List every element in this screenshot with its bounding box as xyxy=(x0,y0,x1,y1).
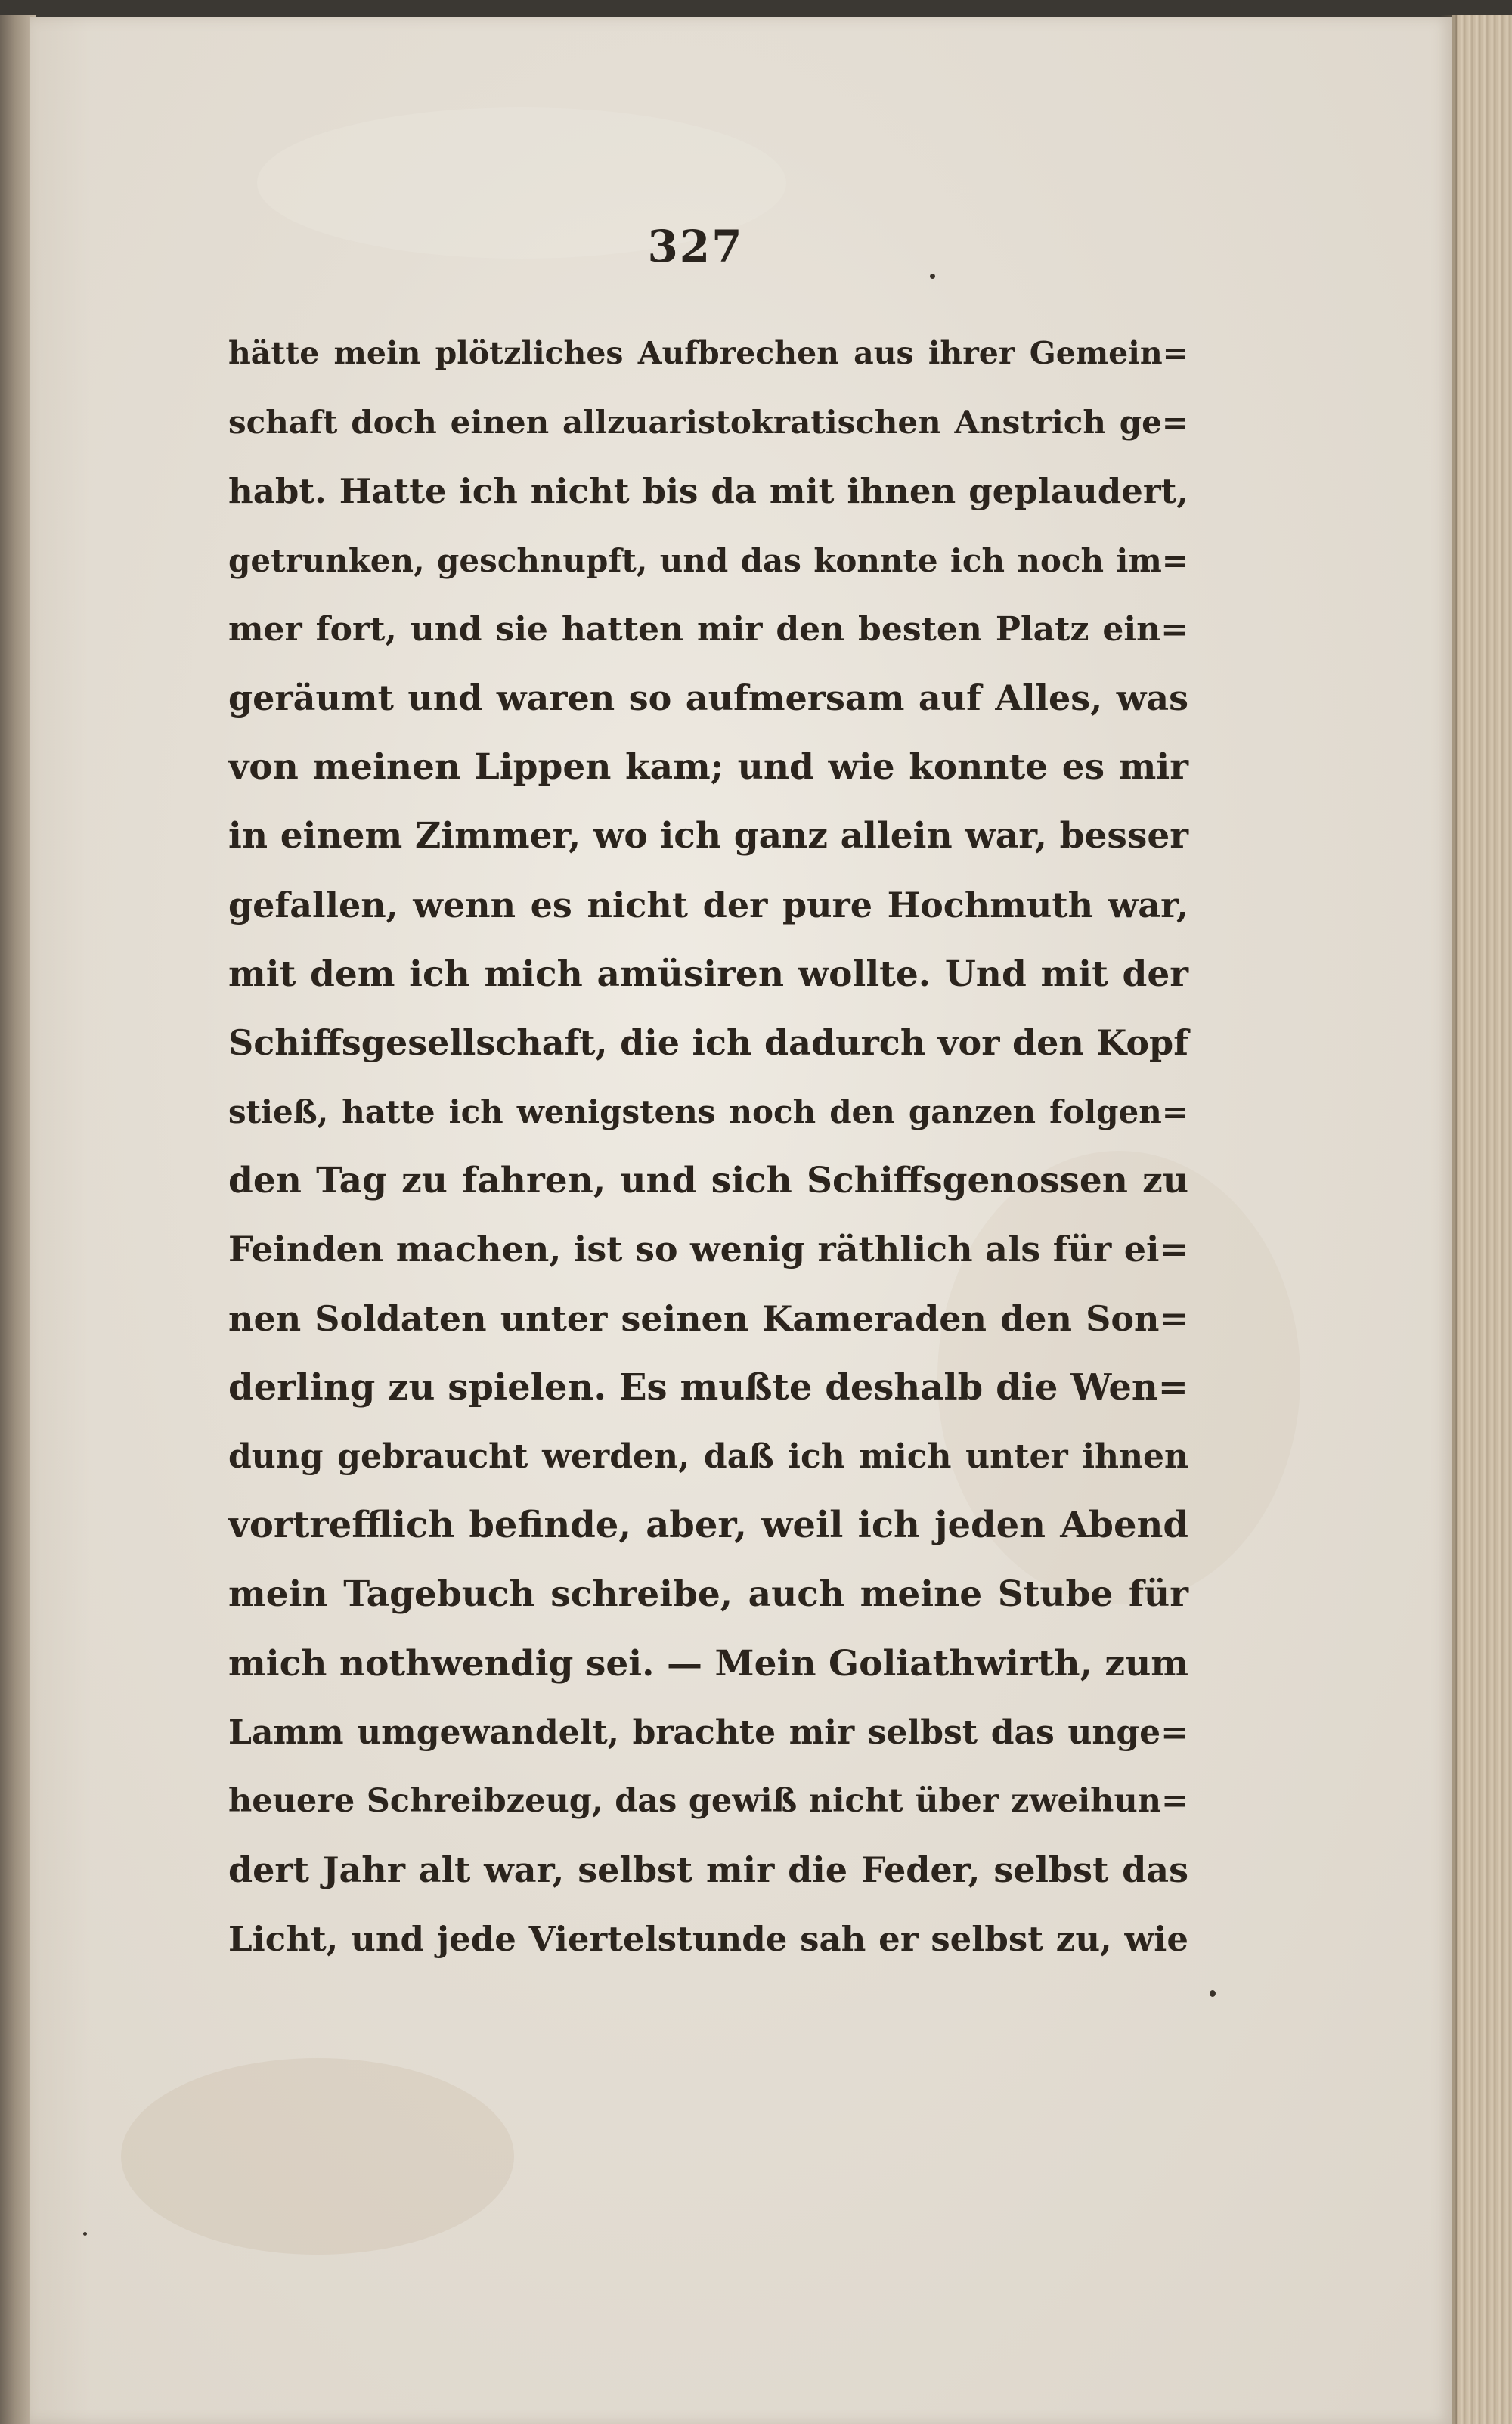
ink-speck xyxy=(1210,1990,1216,1997)
text-line: mich nothwendig sei. — Mein Goliathwirth, zum xyxy=(228,1642,1188,1685)
page-edges xyxy=(1452,15,1512,2424)
text-line: habt. Hatte ich nicht bis da mit ihnen geplaudert, xyxy=(228,471,1188,512)
paper-stain xyxy=(121,2058,514,2255)
text-line: Schiffsgesellschaft, die ich dadurch vor den Kopf xyxy=(228,1021,1188,1063)
text-line: gefallen, wenn es nicht der pure Hochmuth war, xyxy=(228,884,1188,925)
text-line: Lamm umgewandelt, brachte mir selbst das unge= xyxy=(228,1713,1188,1752)
text-line: mein Tagebuch schreibe, auch meine Stube für xyxy=(228,1573,1188,1616)
ink-speck xyxy=(930,274,935,279)
page-number: 327 xyxy=(647,221,744,272)
text-line: schaft doch einen allzuaristokratischen Anstrich ge= xyxy=(228,404,1188,442)
body-text xyxy=(228,319,1188,1974)
text-line: nen Soldaten unter seinen Kameraden den Son= xyxy=(228,1297,1188,1339)
text-line: hätte mein plötzliches Aufbrechen aus ihrer Gemein= xyxy=(228,335,1188,371)
book-page xyxy=(30,17,1452,2424)
text-line: mit dem ich mich amüsiren wollte. Und mit der xyxy=(228,953,1188,995)
text-line: heuere Schreibzeug, das gewiß nicht über zweihun= xyxy=(228,1781,1188,1820)
text-line: derling zu spielen. Es mußte deshalb die Wen= xyxy=(228,1365,1188,1409)
text-line: von meinen Lippen kam; und wie konnte es mir xyxy=(228,746,1188,789)
text-line: vortrefflich befinde, aber, weil ich jeden Abend xyxy=(228,1504,1188,1547)
text-line: den Tag zu fahren, und sich Schiffsgenossen zu xyxy=(228,1160,1188,1202)
text-line: Feinden machen, ist so wenig räthlich als für ei= xyxy=(228,1229,1188,1270)
text-line: in einem Zimmer, wo ich ganz allein war, besser xyxy=(228,815,1188,857)
text-line: dert Jahr alt war, selbst mir die Feder, selbst das xyxy=(228,1849,1188,1891)
text-line: getrunken, geschnupft, und das konnte ich noch im= xyxy=(228,541,1188,579)
text-line: stieß, hatte ich wenigstens noch den ganzen folgen= xyxy=(228,1093,1188,1131)
text-line: Licht, und jede Viertelstunde sah er selbst zu, wie xyxy=(228,1919,1188,1960)
text-line: dung gebraucht werden, daß ich mich unter ihnen xyxy=(228,1437,1188,1476)
text-line: mer fort, und sie hatten mir den besten Platz ein= xyxy=(228,609,1188,649)
ink-speck xyxy=(83,2232,87,2236)
text-line: geräumt und waren so aufmersam auf Alles, was xyxy=(228,677,1188,718)
